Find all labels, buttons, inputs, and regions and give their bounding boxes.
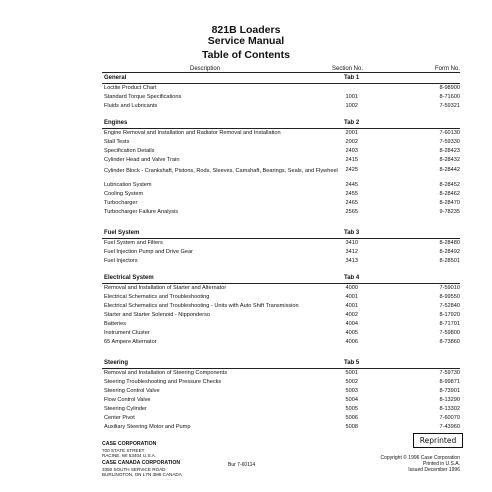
entry-form-number: 8-73860	[439, 339, 460, 345]
entry-form-number: 8-99871	[439, 379, 460, 385]
column-header-description: Description	[190, 66, 221, 72]
entry-section-number: 4005	[345, 330, 358, 336]
entry-description: Electrical Schematics and Troubleshooting	[104, 294, 210, 300]
entry-form-number: 8-28501	[439, 258, 460, 264]
entry-description: Cylinder Head and Valve Train	[104, 157, 180, 163]
entry-description: 65 Ampere Alternator	[104, 339, 157, 345]
entry-section-number: 5004	[345, 397, 358, 403]
entry-description: Steering Control Valve	[104, 388, 160, 394]
entry-section-number: 5006	[345, 415, 358, 421]
entry-section-number: 4001	[345, 303, 358, 309]
entry-form-number: 7-43960	[439, 424, 460, 430]
entry-form-number: 8-71600	[439, 94, 460, 100]
entry-section-number: 5003	[345, 388, 358, 394]
section-divider	[102, 83, 460, 84]
section-divider	[102, 368, 460, 369]
entry-form-number: 7-59800	[439, 330, 460, 336]
entry-section-number: 2465	[345, 200, 358, 206]
entry-description: Batteries	[104, 321, 127, 327]
entry-section-number: 2001	[345, 130, 358, 136]
company-name: CASE CANADA CORPORATION	[102, 460, 181, 466]
copyright-block	[340, 456, 460, 473]
entry-form-number: 7-60070	[439, 415, 460, 421]
printed-line: Printed in U.S.A.	[423, 460, 460, 467]
company-name: CASE CORPORATION	[102, 441, 157, 447]
entry-section-number: 4004	[345, 321, 358, 327]
entry-section-number: 1001	[345, 94, 358, 100]
reprinted-stamp: Reprinted	[413, 433, 463, 448]
section-tab: Tab 1	[344, 75, 360, 81]
entry-section-number: 2565	[345, 209, 358, 215]
entry-section-number: 2002	[345, 139, 358, 145]
entry-description: Removal and Installation of Steering Components	[104, 370, 228, 376]
entry-description: Turbocharger Failure Analysis	[104, 209, 179, 215]
section-tab: Tab 5	[344, 360, 360, 366]
entry-form-number: 8-98900	[439, 85, 460, 91]
address-line: 3350 SOUTH SERVICE ROAD	[102, 466, 166, 472]
entry-description: Center Pivot	[104, 415, 135, 421]
section-divider	[102, 128, 460, 129]
entry-description: Electrical Schematics and Troubleshooting - Units with Auto Shift Transmission	[104, 303, 299, 309]
entry-section-number: 2415	[345, 157, 358, 163]
entry-form-number: 8-28462	[439, 191, 460, 197]
entry-description: Lubrication System	[104, 182, 152, 188]
entry-section-number: 3412	[345, 249, 358, 255]
entry-form-number: 8-17920	[439, 312, 460, 318]
entry-form-number: 7-59730	[439, 370, 460, 376]
issued-line: Issued December 1996	[408, 466, 460, 473]
section-title: Electrical System	[104, 275, 154, 281]
entry-description: Flow Control Valve	[104, 397, 151, 403]
entry-form-number: 7-59321	[439, 103, 460, 109]
entry-section-number: 4000	[345, 285, 358, 291]
entry-form-number: 8-28470	[439, 200, 460, 206]
entry-description: Engine Removal and Installation and Radiator Removal and Installation	[104, 130, 281, 136]
section-title: General	[104, 75, 127, 81]
entry-form-number: 8-28492	[439, 249, 460, 255]
entry-section-number: 5001	[345, 370, 358, 376]
entry-section-number: 5002	[345, 379, 358, 385]
column-header-form: Form No.	[434, 66, 460, 72]
entry-form-number: 8-28442	[439, 167, 460, 173]
section-tab: Tab 4	[344, 275, 360, 281]
entry-section-number: 1002	[345, 103, 358, 109]
entry-form-number: 8-73901	[439, 388, 460, 394]
entry-description: Starter and Starter Solenoid - Nipponderso	[104, 312, 211, 318]
entry-section-number: 2403	[345, 148, 358, 154]
entry-section-number: 4006	[345, 339, 358, 345]
entry-section-number: 4002	[345, 312, 358, 318]
entry-description: Fluids and Lubricants	[104, 103, 158, 109]
entry-description: Steering Troubleshooting and Pressure Checks	[104, 379, 222, 385]
entry-form-number: 8-13302	[439, 406, 460, 412]
entry-form-number: 8-99550	[439, 294, 460, 300]
column-header-section: Section No.	[332, 66, 364, 72]
entry-description: Turbocharger	[104, 200, 138, 206]
entry-section-number: 2445	[345, 182, 358, 188]
manual-model-title: 821B Loaders	[211, 24, 281, 36]
case-corporation-address	[102, 442, 156, 459]
entry-form-number: 8-28480	[439, 240, 460, 246]
section-title: Engines	[104, 120, 128, 126]
entry-form-number: 9-78235	[439, 209, 460, 215]
entry-form-number: 7-60130	[439, 130, 460, 136]
entry-form-number: 7-52840	[439, 303, 460, 309]
toc-title: Table of Contents	[202, 49, 290, 61]
entry-form-number: 7-59010	[439, 285, 460, 291]
entry-description: Fuel Injection Pump and Drive Gear	[104, 249, 193, 255]
section-tab: Tab 2	[344, 120, 360, 126]
entry-form-number: 7-59330	[439, 139, 460, 145]
section-tab: Tab 3	[344, 230, 360, 236]
entry-section-number: 4001	[345, 294, 358, 300]
entry-form-number: 8-13290	[439, 397, 460, 403]
entry-description: Stall Tests	[104, 139, 130, 145]
copyright-line: Copyright © 1996 Case Corporation	[380, 455, 460, 461]
bur-number: Bur 7-60114	[228, 462, 256, 468]
entry-description: Auxiliary Steering Motor and Pump	[104, 424, 191, 430]
entry-section-number: 3410	[345, 240, 358, 246]
entry-form-number: 8-28432	[439, 157, 460, 163]
header-divider	[102, 72, 460, 73]
entry-description: Loctite Product Chart	[104, 85, 157, 91]
entry-section-number: 3413	[345, 258, 358, 264]
entry-description: Fuel Injectors	[104, 258, 138, 264]
address-line: RACINE, WI 53404 U.S.A.	[102, 453, 157, 459]
address-line: BURLINGTON, ON L7N 3M6 CANADA	[102, 472, 182, 478]
case-canada-address	[102, 461, 182, 478]
entry-description: Standard Torque Specifications	[104, 94, 182, 100]
section-title: Fuel System	[104, 230, 140, 236]
entry-section-number: 5008	[345, 424, 358, 430]
entry-description: Cooling System	[104, 191, 144, 197]
entry-form-number: 8-71701	[439, 321, 460, 327]
entry-description: Specification Details	[104, 148, 155, 154]
entry-description: Steering Cylinder	[104, 406, 147, 412]
entry-section-number: 5005	[345, 406, 358, 412]
section-divider	[102, 283, 460, 284]
entry-description: Fuel System and Filters	[104, 240, 163, 246]
entry-description: Cylinder Block - Crankshaft, Pistons, Rods, Sleeves, Camshaft, Bearings, Seals, and Flywheel	[104, 168, 338, 174]
entry-description: Instrument Cluster	[104, 330, 150, 336]
entry-section-number: 2425	[345, 167, 358, 173]
section-title: Steering	[104, 360, 129, 366]
entry-description: Removal and Installation of Starter and Alternator	[104, 285, 227, 291]
entry-form-number: 8-28423	[439, 148, 460, 154]
entry-form-number: 8-28452	[439, 182, 460, 188]
section-divider	[102, 238, 460, 239]
manual-type-title: Service Manual	[207, 35, 285, 47]
entry-section-number: 2455	[345, 191, 358, 197]
address-line: 700 STATE STREET	[102, 447, 145, 453]
